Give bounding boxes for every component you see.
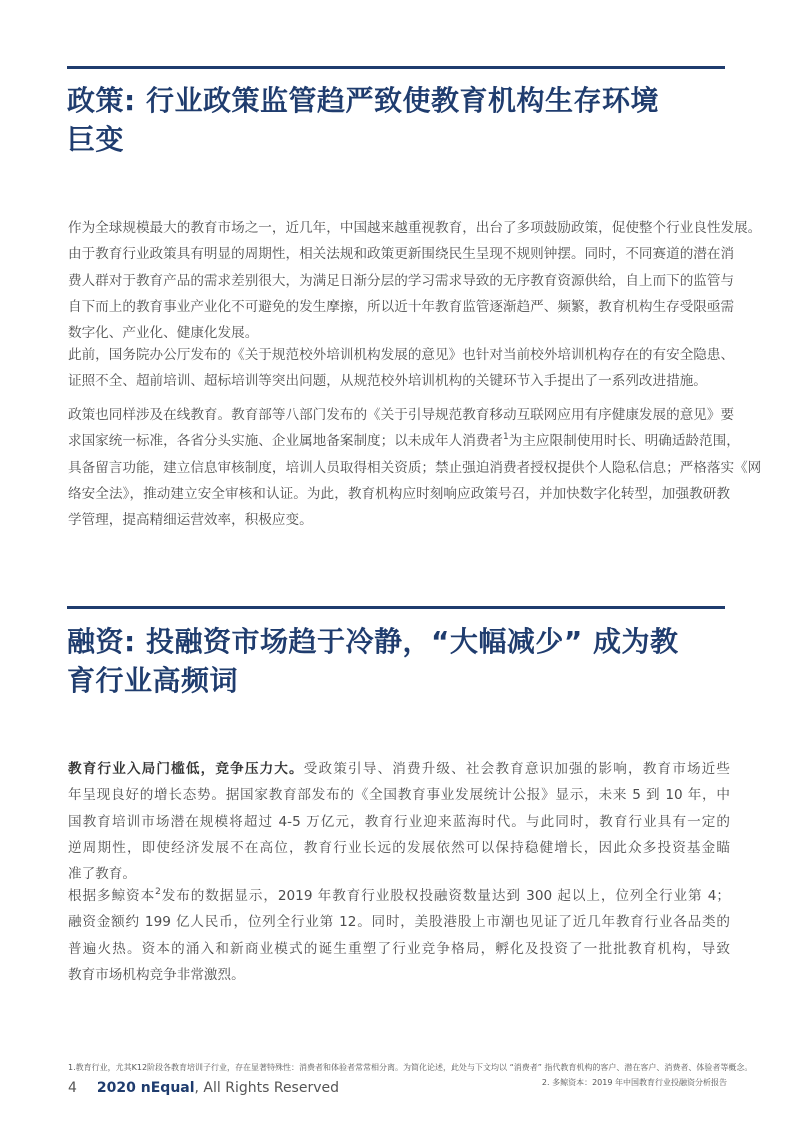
text-line (68, 909, 730, 935)
text-segment: 教育市场机构竞争非常激烈。 (68, 966, 245, 983)
text-segment: 融资金额约 199 亿人民币，位列全行业第 12。同时，美股港股上市潮也见证了近几年教育行业各品类的 (68, 914, 730, 931)
text-segment: 具备留言功能，建立信息审核制度，培训人员取得相关资质；禁止强迫消费者授权提供个人隐私信息；严格落实《网 (68, 459, 762, 476)
paragraph (68, 883, 730, 988)
text-segment: 根据多鲸资本 (68, 888, 156, 904)
text-segment: 学管理，提高精细运营效率，积极应变。 (68, 512, 313, 529)
text-segment: 准了教育。 (68, 866, 136, 883)
text-segment: 作为全球规模最大的教育市场之一，近几年，中国越来越重视教育，出台了多项鼓励政策，促使整个行业良性发展。 (68, 220, 762, 236)
text-segment: 发布的数据显示，2019 年教育行业股权投融资数量达到 300 起以上，位列全行业第 4； (160, 888, 730, 904)
paragraph (68, 215, 762, 346)
text-segment: 逆周期性，即使经济发展不在高位，教育行业长远的发展依然可以保持稳健增长，因此众多投资基金瞄 (68, 839, 730, 856)
text-line (68, 428, 740, 454)
text-line (68, 481, 730, 507)
text-segment: 为主应限制使用时长、明确适龄范围， (508, 433, 740, 450)
text-line (68, 507, 730, 533)
title-line: 融资: 投融资市场趋于冷静，“大幅减少” 成为教 (67, 625, 679, 658)
paragraph (68, 402, 762, 533)
section-divider (67, 66, 725, 69)
text-line (68, 756, 730, 782)
paragraph (68, 756, 730, 887)
text-line (68, 368, 730, 394)
footnote-1: 1.教育行业，尤其K12阶段各教育培训子行业，存在显著特殊性：消费者和体验者常常相分离。为简化论述，此处与下文均以 “消费者” 指代教育机构的客户、潜在客户、消费者、体验者等概念。 (68, 1063, 753, 1072)
text-segment: 络安全法》，推动建立安全审核和认证。为此，教育机构应时刻响应政策号召，并加快数字化转型，加强教研教 (68, 485, 730, 502)
text-segment: 数字化、产业化、健康化发展。 (68, 325, 259, 342)
brand-name: 2020 nEqual (96, 1080, 195, 1096)
text-line (68, 962, 730, 988)
title-line: 育行业高频词 (67, 664, 239, 697)
text-line (68, 835, 730, 861)
text-line (68, 342, 735, 368)
text-segment: 年呈现良好的增长态势。据国家教育部发布的《全国教育事业发展统计公报》显示，未来 5 到 10 年，中 (68, 787, 730, 804)
section-title-financing (67, 622, 737, 700)
text-segment: 证照不全、超前培训、超标培训等突出问题，从规范校外培训机构的关键环节入手提出了一系列改进措施。 (68, 373, 707, 390)
text-segment: 普遍火热。资本的涌入和新商业模式的诞生重塑了行业竞争格局，孵化及投资了一批批教育机构，导致 (68, 940, 730, 957)
section-divider (67, 606, 725, 609)
text-segment: 受政策引导、消费升级、社会教育意识加强的影响，教育市场近些 (303, 761, 731, 777)
title-line: 巨变 (67, 123, 125, 156)
text-segment: 此前，国务院办公厅发布的《关于规范校外培训机构发展的意见》也针对当前校外培训机构存在的有安全隐患、 (68, 347, 735, 363)
text-line (68, 268, 735, 294)
text-segment: 费人群对于教育产品的需求差别很大，为满足日渐分层的学习需求导致的无序教育资源供给，自上而下的监管与 (68, 272, 735, 289)
text-line (68, 455, 762, 481)
rights-text: , All Rights Reserved (194, 1080, 340, 1096)
text-line (68, 402, 735, 428)
page-number: 4 (68, 1080, 77, 1096)
text-segment: 国教育培训市场潜在规模将超过 4-5 万亿元，教育行业迎来蓝海时代。与此同时，教育行业具有一定的 (68, 813, 730, 830)
lead-sentence: 教育行业入局门槛低，竞争压力大。 (68, 761, 304, 777)
section-title-policy (67, 81, 737, 159)
text-line (68, 936, 730, 962)
text-line (68, 241, 735, 267)
text-line (68, 782, 730, 808)
title-line: 政策: 行业政策监管趋严致使教育机构生存环境 (67, 84, 659, 117)
text-segment: 求国家统一标准，各省分头实施、企业属地备案制度；以未成年人消费者 (68, 433, 503, 450)
text-segment: 自下而上的教育事业产业化不可避免的发生摩擦，所以近十年教育监管逐渐趋严、频繁，教育机构生存受限亟需 (68, 298, 735, 315)
footnote-ref: 1 (503, 432, 509, 443)
text-segment: 由于教育行业政策具有明显的周期性，相关法规和政策更新围绕民生呈现不规则钟摆。同时，不同赛道的潜在消 (68, 246, 735, 263)
text-line (68, 294, 735, 320)
text-line (68, 215, 762, 241)
paragraph (68, 342, 735, 395)
footnote-2: 2. 多鲸资本：2019 年中国教育行业投融资分析报告 (541, 1078, 727, 1087)
text-segment: 政策也同样涉及在线教育。教育部等八部门发布的《关于引导规范教育移动互联网应用有序健康发展的意见》要 (68, 407, 735, 423)
page-footer (68, 1080, 339, 1096)
text-line (68, 809, 730, 835)
text-line (68, 883, 730, 909)
footnote-ref: 2 (155, 887, 161, 897)
